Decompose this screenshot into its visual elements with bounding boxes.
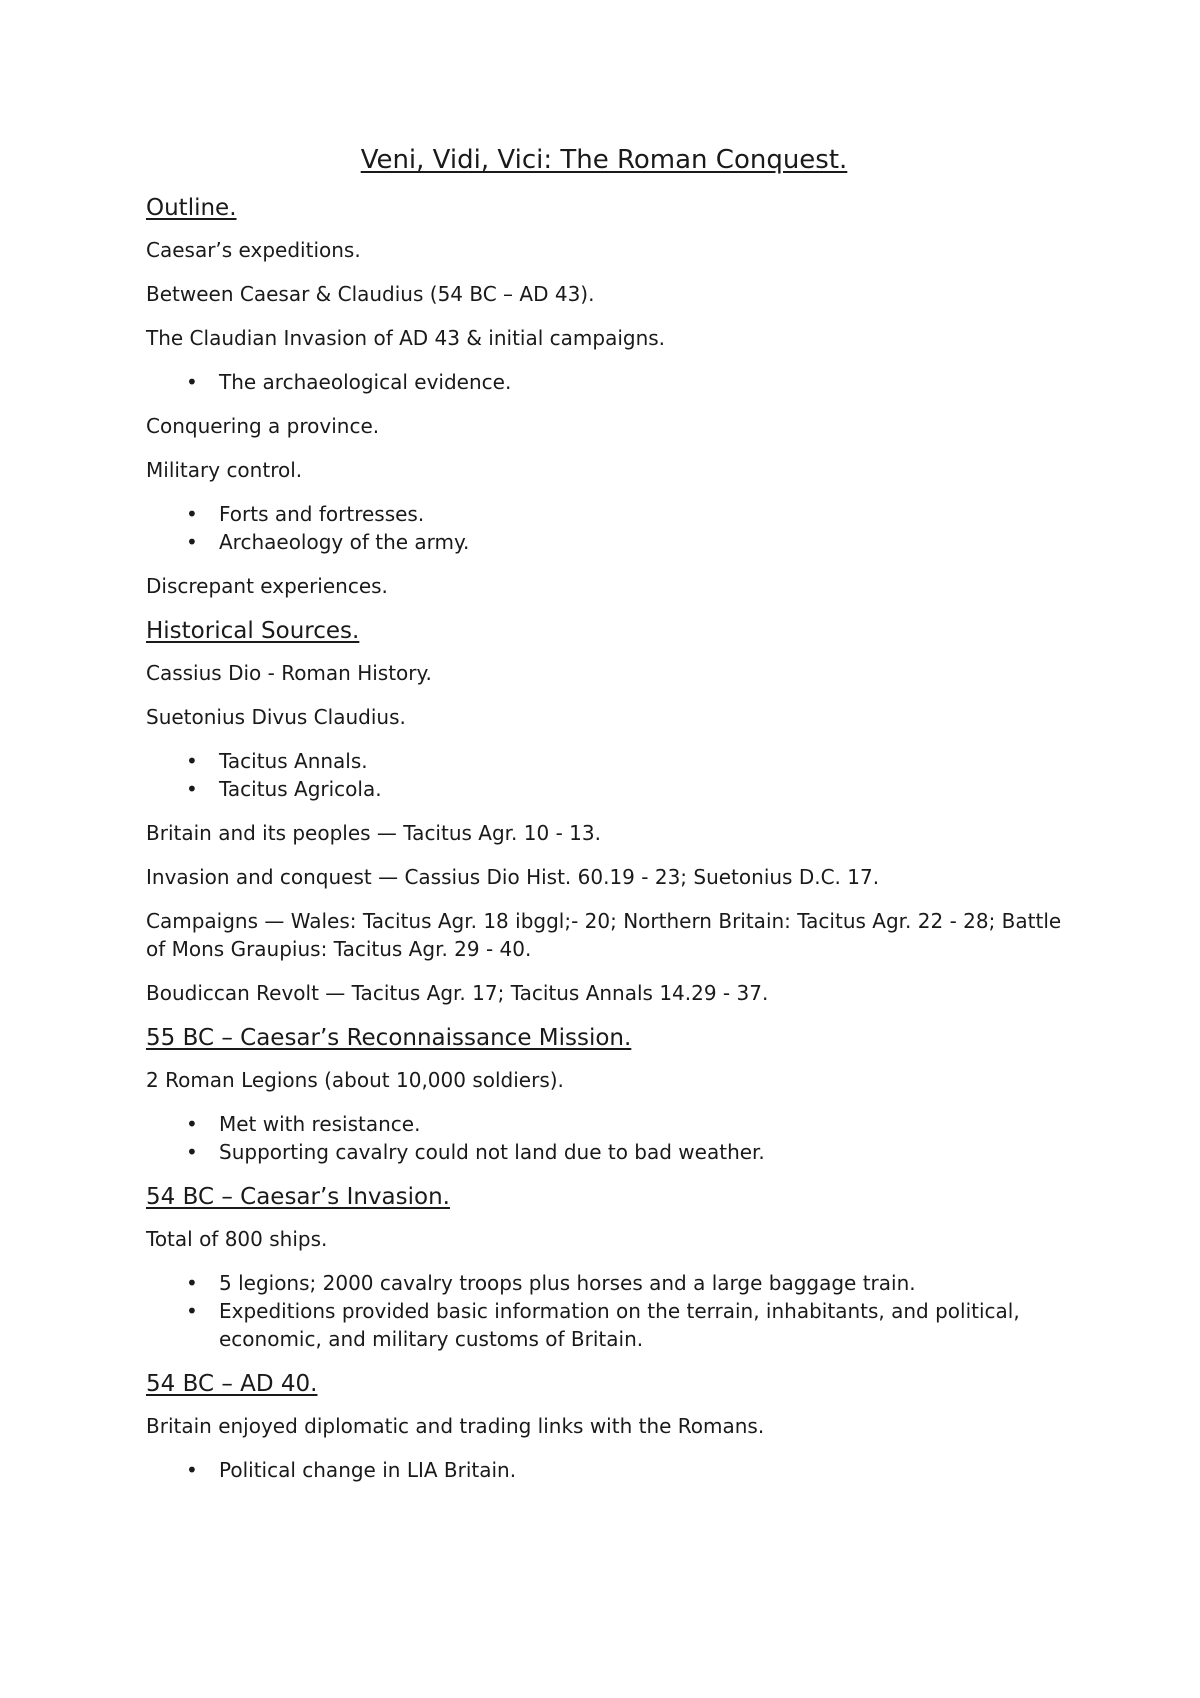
paragraph: Boudiccan Revolt — Tacitus Agr. 17; Tacitus Annals 14.29 - 37. (146, 981, 769, 1005)
bullet-text: Archaeology of the army. (219, 530, 470, 554)
paragraph: Caesar’s expeditions. (146, 238, 361, 262)
section-heading: Outline. (146, 195, 237, 221)
paragraph: Campaigns — Wales: Tacitus Agr. 18 ibggl;- 20; Northern Britain: Tacitus Agr. 22 - 28; Battle of Mons Graupius: Tacitus Agr. 29 - 40. (146, 909, 1062, 961)
bullet-item (146, 1269, 1070, 1297)
document-body (146, 193, 1070, 1484)
section-heading: 55 BC – Caesar’s Reconnaissance Mission. (146, 1025, 632, 1051)
bullet-icon: • (186, 1140, 198, 1164)
bullet-icon: • (186, 1112, 198, 1136)
bullet-icon: • (186, 1299, 198, 1323)
bullet-icon: • (186, 370, 198, 394)
paragraph: Military control. (146, 458, 303, 482)
bullet-item (146, 747, 1070, 775)
bullet-item (146, 1297, 1070, 1353)
paragraph: Conquering a province. (146, 414, 380, 438)
section-heading: 54 BC – AD 40. (146, 1371, 318, 1397)
bullet-list (146, 368, 1070, 396)
bullet-list (146, 1110, 1070, 1166)
section-heading: Historical Sources. (146, 618, 360, 644)
bullet-list (146, 1269, 1070, 1353)
paragraph: 2 Roman Legions (about 10,000 soldiers). (146, 1068, 564, 1092)
paragraph: Suetonius Divus Claudius. (146, 705, 406, 729)
bullet-icon: • (186, 1458, 198, 1482)
bullet-list (146, 1456, 1070, 1484)
document-title: Veni, Vidi, Vici: The Roman Conquest. (360, 145, 848, 175)
paragraph: Britain and its peoples — Tacitus Agr. 10 - 13. (146, 821, 601, 845)
paragraph: The Claudian Invasion of AD 43 & initial campaigns. (146, 326, 666, 350)
bullet-icon: • (186, 777, 198, 801)
paragraph: Invasion and conquest — Cassius Dio Hist. 60.19 - 23; Suetonius D.C. 17. (146, 865, 880, 889)
bullet-item (146, 1456, 1070, 1484)
bullet-item (146, 1110, 1070, 1138)
paragraph: Discrepant experiences. (146, 574, 388, 598)
bullet-text: Supporting cavalry could not land due to bad weather. (219, 1140, 765, 1164)
bullet-item (146, 368, 1070, 396)
bullet-item (146, 500, 1070, 528)
bullet-icon: • (186, 530, 198, 554)
bullet-list (146, 747, 1070, 803)
bullet-text: Forts and fortresses. (219, 502, 425, 526)
bullet-text: Political change in LIA Britain. (219, 1458, 517, 1482)
bullet-item (146, 1138, 1070, 1166)
bullet-item (146, 775, 1070, 803)
paragraph: Cassius Dio - Roman History. (146, 661, 432, 685)
paragraph: Total of 800 ships. (146, 1227, 328, 1251)
paragraph: Between Caesar & Claudius (54 BC – AD 43). (146, 282, 595, 306)
paragraph: Britain enjoyed diplomatic and trading links with the Romans. (146, 1414, 765, 1438)
bullet-text: The archaeological evidence. (219, 370, 512, 394)
bullet-text: Tacitus Agricola. (219, 777, 382, 801)
bullet-text: Tacitus Annals. (219, 749, 368, 773)
bullet-icon: • (186, 502, 198, 526)
bullet-list (146, 500, 1070, 556)
bullet-item (146, 528, 1070, 556)
bullet-icon: • (186, 749, 198, 773)
bullet-text: Expeditions provided basic information on the terrain, inhabitants, and political, economic, and military customs of Britain. (219, 1299, 1020, 1351)
bullet-text: Met with resistance. (219, 1112, 421, 1136)
bullet-icon: • (186, 1271, 198, 1295)
section-heading: 54 BC – Caesar’s Invasion. (146, 1184, 450, 1210)
bullet-text: 5 legions; 2000 cavalry troops plus horses and a large baggage train. (219, 1271, 916, 1295)
